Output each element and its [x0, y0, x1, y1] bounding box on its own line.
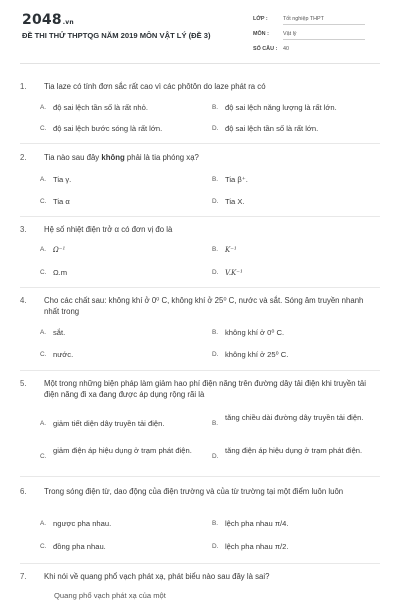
logo-tld: .vn: [62, 19, 74, 26]
option-text: Tia γ.: [53, 175, 72, 184]
option-text: K⁻¹: [225, 246, 237, 254]
option-5a[interactable]: [40, 419, 200, 429]
option-3a[interactable]: [40, 245, 65, 255]
option-letter: D.: [212, 198, 219, 205]
meta-class: [253, 16, 365, 26]
question-6: [20, 486, 380, 497]
question-1: [20, 81, 380, 92]
site-logo[interactable]: [22, 12, 74, 28]
option-letter: A.: [40, 329, 47, 336]
option-text: Ω⁻¹: [53, 246, 66, 254]
question-7: [20, 571, 380, 582]
question-number: 3.: [20, 225, 27, 234]
meta-divider: [283, 24, 365, 25]
question-divider: [20, 287, 380, 288]
option-5b[interactable]: [212, 413, 372, 427]
meta-subject-label: MÔN :: [253, 31, 269, 37]
option-6b[interactable]: [212, 519, 289, 529]
option-text: ngược pha nhau.: [53, 519, 112, 528]
question-text: Khi nói về quang phổ vạch phát xạ, phát biểu nào sau đây là sai?: [44, 572, 270, 581]
option-text: sắt.: [53, 328, 66, 337]
exam-title: ĐỀ THI THỬ THPTQG NĂM 2019 MÔN VẬT LÝ (ĐỀ 3): [22, 31, 211, 40]
option-letter: A.: [40, 520, 47, 527]
option-7-partial[interactable]: [40, 591, 166, 600]
option-6d[interactable]: [212, 542, 289, 552]
option-3b[interactable]: [212, 245, 237, 255]
meta-subject-value: Vật lý: [283, 31, 297, 37]
option-4d[interactable]: [212, 350, 288, 360]
meta-class-value: Tốt nghiệp THPT: [283, 16, 324, 22]
question-text-start: Tia nào sau đây: [44, 153, 102, 162]
option-text: độ sai lệch tần số là rất lớn.: [225, 124, 319, 133]
question-5: [20, 378, 380, 400]
option-1a[interactable]: [40, 103, 148, 113]
question-number: 4.: [20, 296, 27, 305]
option-2d[interactable]: [212, 197, 245, 207]
option-text: tăng điện áp hiệu dụng ở trạm phát điện.: [225, 446, 363, 455]
option-letter: C.: [40, 453, 47, 460]
option-text: không khí ở 0⁰ C.: [225, 328, 285, 337]
option-letter: A.: [40, 246, 47, 253]
option-6c[interactable]: [40, 542, 106, 552]
option-3d[interactable]: [212, 268, 243, 278]
logo-text: 2048: [22, 12, 62, 28]
question-number: 5.: [20, 379, 27, 388]
option-2b[interactable]: [212, 175, 248, 185]
option-letter: A.: [40, 420, 47, 427]
option-letter: B.: [212, 176, 219, 183]
option-letter: B.: [212, 246, 219, 253]
option-letter: A.: [40, 104, 47, 111]
option-letter: D.: [212, 351, 219, 358]
option-text: không khí ở 25⁰ C.: [225, 350, 289, 359]
option-3c[interactable]: [40, 268, 67, 278]
question-number: 2.: [20, 153, 27, 162]
question-text-emphasis: không: [101, 153, 125, 162]
option-letter: C.: [40, 543, 47, 550]
option-letter: A.: [40, 176, 47, 183]
question-text-end: phải là tia phóng xạ?: [124, 153, 199, 162]
option-1c[interactable]: [40, 124, 162, 134]
option-letter: D.: [212, 453, 219, 460]
option-5d[interactable]: [212, 446, 372, 460]
option-text: Tia α: [53, 197, 70, 206]
question-divider: [20, 563, 380, 564]
option-text: nước.: [53, 350, 74, 359]
option-text: lệch pha nhau π/4.: [225, 519, 289, 528]
option-letter: B.: [212, 104, 219, 111]
question-divider: [20, 370, 380, 371]
option-letter: C.: [40, 198, 47, 205]
question-text: Hệ số nhiệt điện trở α có đơn vị đo là: [44, 225, 173, 234]
question-text: Cho các chất sau: không khí ở 0⁰ C, không khí ở 25⁰ C, nước và sắt. Sóng âm truyền nhanh nhất trong: [44, 296, 364, 316]
option-text: tăng chiều dài đường dây truyền tải điện.: [225, 413, 364, 422]
option-4b[interactable]: [212, 328, 284, 338]
option-text: giảm tiết diện dây truyền tải điện.: [53, 419, 165, 428]
question-divider: [20, 143, 380, 144]
option-letter: B.: [212, 329, 219, 336]
question-text: Một trong những biện pháp làm giảm hao phí điện năng trên đường dây tải điện khi truyền tải điện năng đi xa đang được áp dụng rộng rãi là: [44, 379, 367, 399]
question-3: [20, 224, 380, 235]
question-text: Tia laze có tính đơn sắc rất cao vì các phôtôn do laze phát ra có: [44, 82, 266, 91]
option-text: giảm điện áp hiệu dụng ở trạm phát điện.: [53, 446, 192, 455]
option-text: độ sai lệch năng lượng là rất lớn.: [225, 103, 337, 112]
meta-count-label: SỐ CÂU :: [253, 46, 278, 52]
question-number: 7.: [20, 572, 27, 581]
question-number: 6.: [20, 487, 27, 496]
option-letter: D.: [212, 125, 219, 132]
question-2: [20, 152, 380, 163]
meta-count: [253, 46, 365, 56]
question-divider: [20, 476, 380, 477]
option-text: Quang phổ vạch phát xạ của một: [54, 591, 166, 600]
option-1b[interactable]: [212, 103, 337, 113]
option-text: V.K⁻¹: [225, 269, 243, 277]
meta-class-label: LỚP :: [253, 16, 268, 22]
question-text: Trong sóng điện từ, dao động của điện trường và của từ trường tại một điểm luôn luôn: [44, 487, 344, 496]
header-divider: [20, 63, 380, 64]
option-letter: C.: [40, 269, 47, 276]
meta-divider: [283, 39, 365, 40]
option-letter: B.: [212, 520, 219, 527]
option-text: Tia β⁺.: [225, 175, 248, 184]
option-4a[interactable]: [40, 328, 65, 338]
option-2a[interactable]: [40, 175, 71, 185]
option-text: Tia X.: [225, 197, 245, 206]
option-1d[interactable]: [212, 124, 318, 134]
option-text: đồng pha nhau.: [53, 542, 106, 551]
option-5c[interactable]: [40, 446, 200, 460]
option-2c[interactable]: [40, 197, 70, 207]
option-letter: C.: [40, 351, 47, 358]
option-letter: D.: [212, 269, 219, 276]
option-letter: C.: [40, 125, 47, 132]
option-letter: D.: [212, 543, 219, 550]
option-6a[interactable]: [40, 519, 111, 529]
option-4c[interactable]: [40, 350, 73, 360]
question-number: 1.: [20, 82, 27, 91]
option-text: độ sai lệch tần số là rất nhỏ.: [53, 103, 148, 112]
meta-subject: [253, 31, 365, 41]
option-text: lệch pha nhau π/2.: [225, 542, 289, 551]
question-4: [20, 295, 380, 317]
question-divider: [20, 216, 380, 217]
option-text: độ sai lệch bước sóng là rất lớn.: [53, 124, 163, 133]
option-letter: B.: [212, 420, 219, 427]
option-text: Ω.m: [53, 268, 68, 277]
meta-count-value: 40: [283, 46, 289, 52]
